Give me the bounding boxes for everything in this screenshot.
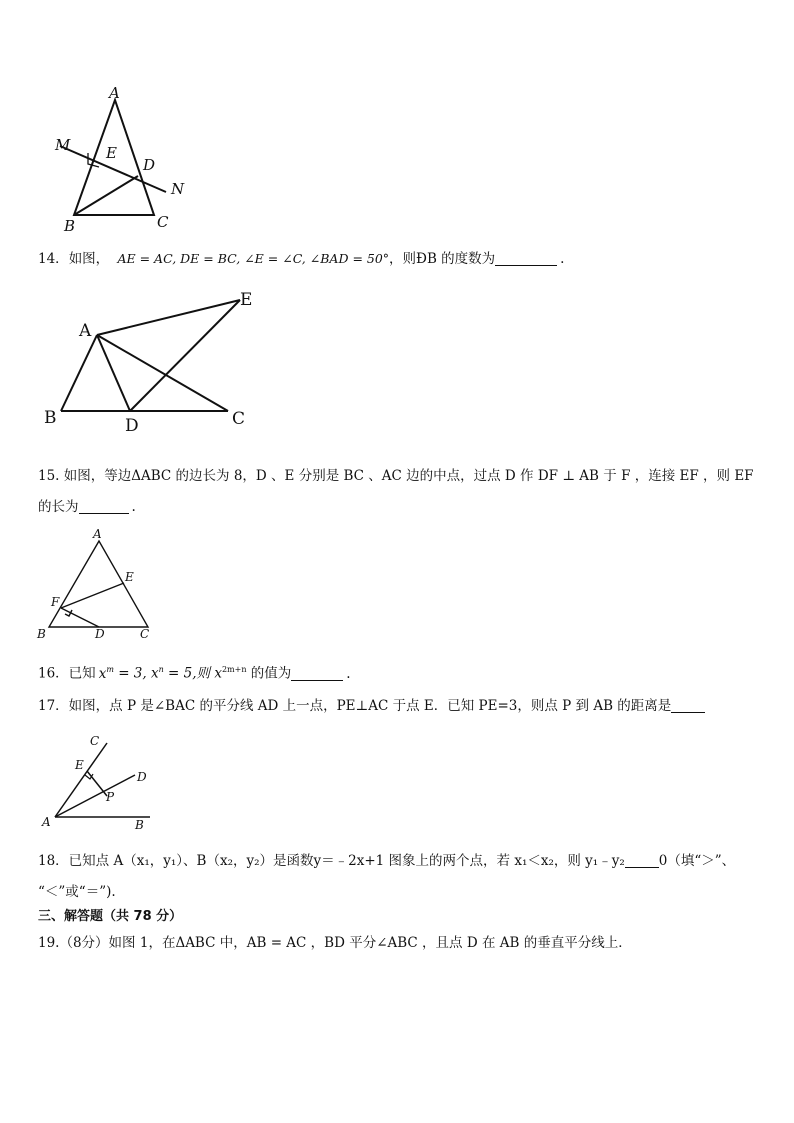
fig14-label-A: A bbox=[79, 321, 92, 341]
figure-17-angle-bisector bbox=[40, 725, 170, 835]
section-3-title: 三、解答题（共 78 分） bbox=[38, 909, 183, 924]
q15-line2-text: 的长为 bbox=[38, 499, 79, 515]
fig15-label-D: D bbox=[95, 627, 105, 641]
q18-answer-blank[interactable] bbox=[625, 853, 659, 868]
q16-number: 16．已知 bbox=[38, 665, 96, 682]
q18-line1: 18．已知点 A（x₁，y₁）、B（x₂，y₂）是函数y＝﹣2x+1 图象上的两个点，若 x₁＜x₂，则 y₁﹣y₂ bbox=[38, 853, 625, 869]
figure-15-equilateral-triangle bbox=[40, 528, 170, 638]
fig17-label-C: C bbox=[90, 734, 100, 748]
fig13-label-N: N bbox=[171, 180, 185, 198]
fig15-label-F: F bbox=[51, 595, 60, 609]
q16-mid2: = 5,则 x bbox=[163, 665, 222, 682]
figure-14-triangles bbox=[40, 285, 300, 435]
fig13-label-D: D bbox=[143, 156, 156, 174]
fig13-label-A: A bbox=[109, 84, 120, 102]
q18-line1b: 0（填“＞”、 bbox=[658, 853, 736, 869]
question-19: 19.（8分）如图 1，在ΔABC 中，AB = AC ，BD 平分∠ABC ，且点 D 在 AB 的垂直平分线上． bbox=[38, 935, 632, 951]
q15-end: . bbox=[131, 499, 136, 515]
fig14-label-C: C bbox=[232, 409, 246, 429]
fig17-label-A: A bbox=[42, 815, 51, 829]
question-15-line1: 15. 如图，等边ΔABC 的边长为 8，D 、E 分别是 BC 、AC 边的中点，过点 D 作 DF ⊥ AB 于 F ，连接 EF ，则 EF bbox=[38, 468, 754, 484]
fig15-label-B: B bbox=[37, 627, 46, 641]
fig14-label-D: D bbox=[125, 416, 139, 436]
question-14 bbox=[38, 249, 564, 269]
fig14-label-B: B bbox=[44, 408, 57, 428]
q16-end: . bbox=[346, 665, 351, 682]
question-15-line2 bbox=[38, 497, 136, 517]
q16-mid: = 3, x bbox=[113, 665, 159, 682]
question-18-line1 bbox=[38, 851, 735, 871]
fig15-label-C: C bbox=[140, 627, 150, 641]
q16-sup-m: m bbox=[106, 665, 114, 674]
question-18-line2: “＜”或“＝”). bbox=[38, 884, 116, 900]
fig17-label-E: E bbox=[75, 758, 84, 772]
q17-answer-blank[interactable] bbox=[671, 698, 705, 713]
question-17 bbox=[38, 696, 705, 716]
q16-sup-2mn: 2m+n bbox=[221, 665, 247, 674]
figure-13-triangle bbox=[40, 80, 240, 240]
fig13-label-M: M bbox=[55, 136, 71, 154]
fig14-label-E: E bbox=[240, 290, 253, 310]
q14-number: 14． bbox=[38, 251, 69, 267]
fig17-label-P: P bbox=[106, 790, 115, 804]
fig17-label-B: B bbox=[135, 818, 144, 832]
q14-text2: ，则ÐB 的度数为 bbox=[389, 251, 496, 267]
q14-end: . bbox=[560, 251, 565, 267]
fig15-label-E: E bbox=[125, 570, 134, 584]
fig13-label-B: B bbox=[64, 217, 76, 235]
fig15-label-A: A bbox=[93, 527, 102, 541]
q16-answer-blank[interactable] bbox=[291, 666, 343, 681]
q16-sup-n: n bbox=[158, 665, 164, 674]
q17-text: 17．如图，点 P 是∠BAC 的平分线 AD 上一点，PE⊥AC 于点 E．已知 PE=3，则点 P 到 AB 的距离是 bbox=[38, 698, 672, 714]
q16-text: 的值为 bbox=[246, 665, 292, 682]
q14-answer-blank[interactable] bbox=[495, 251, 557, 266]
question-16 bbox=[38, 660, 351, 684]
fig13-label-E: E bbox=[106, 144, 117, 162]
q15-answer-blank[interactable] bbox=[79, 499, 129, 514]
q14-text1: 如图， bbox=[68, 251, 110, 267]
q14-formula: AE = AC, DE = BC, ∠E = ∠C, ∠BAD = 50° bbox=[117, 251, 390, 266]
fig13-label-C: C bbox=[157, 213, 169, 231]
fig17-label-D: D bbox=[137, 770, 147, 784]
q16-x: x bbox=[98, 665, 107, 682]
